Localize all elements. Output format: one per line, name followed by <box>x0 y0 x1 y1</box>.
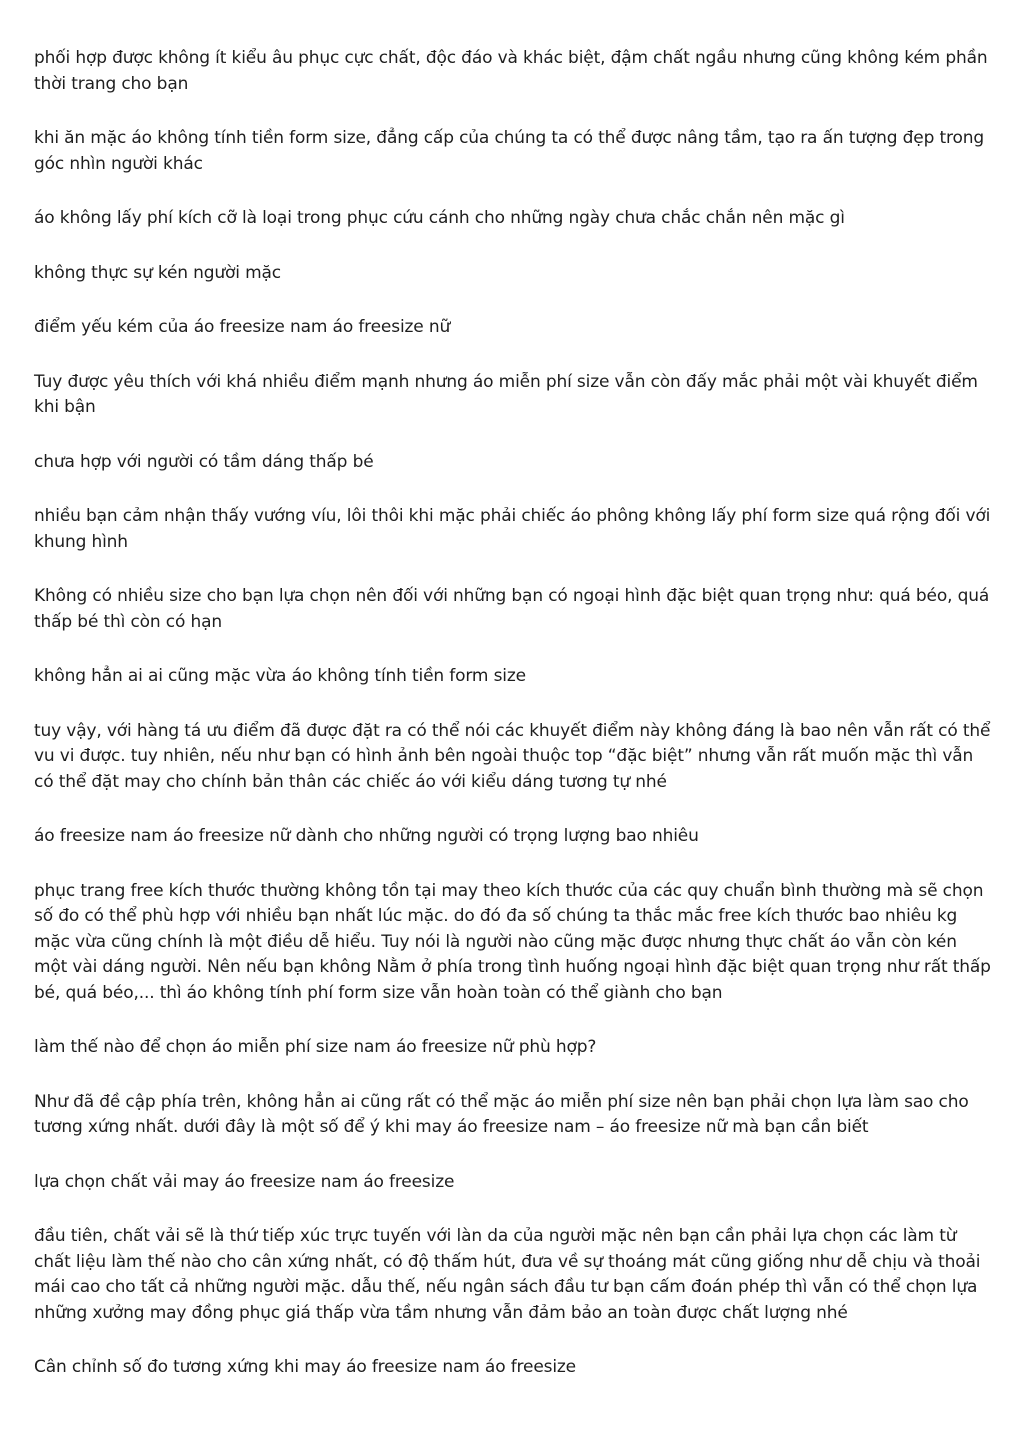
document-page <box>34 46 994 1410</box>
paragraph-3: áo không lấy phí kích cỡ là loại trong phục cứu cánh cho những ngày chưa chắc chắn nên mặc gì <box>34 208 845 228</box>
section-heading-weaknesses: điểm yếu kém của áo freesize nam áo freesize nữ <box>34 317 451 337</box>
paragraph-17: đầu tiên, chất vải sẽ là thứ tiếp xúc trực tuyến với làn da của người mặc nên bạn cần phải lựa chọn các làm từ chất liệu làm thế nào cho cân xứng nhất, có độ thấm hút, đưa về sự thoáng mát cũng giống như dễ chịu và thoải mái cao cho tất cả những người mặc. dẫu thế, nếu ngân sách đầu tư bạn cấm đoán phép thì vẫn có thể chọn lựa những xưởng may đồng phục giá thấp vừa tầm nhưng vẫn đảm bảo an toàn được chất lượng nhé <box>34 1226 981 1323</box>
paragraph-4: không thực sự kén người mặc <box>34 262 282 283</box>
paragraph-13: phục trang free kích thước thường không tồn tại may theo kích thước của các quy chuẩn bình thường mà sẽ chọn số đo có thể phù hợp với nhiều bạn nhất lúc mặc. do đó đa số chúng ta thắc mắc free kích thước bao nhiêu kg mặc vừa cũng chính là một điều dễ hiểu. Tuy nói là người nào cũng mặc được nhưng thực chất áo vẫn còn kén một vài dáng người. Nên nếu bạn không Nằm ở phía trong tình huống ngoại hình đặc biệt quan trọng như rất thấp bé, quá béo,... thì áo không tính phí form size vẫn hoàn toàn có thể giành cho bạn <box>34 880 991 1003</box>
paragraph-11: tuy vậy, với hàng tá ưu điểm đã được đặt ra có thể nói các khuyết điểm này không đáng là bao nên vẫn rất có thể vu vi được. tuy nhiên, nếu như bạn có hình ảnh bên ngoài thuộc top “đặc biệt” nhưng vẫn rất muốn mặc thì vẫn có thể đặt may cho chính bản thân các chiếc áo với kiểu dáng tương tự nhé <box>34 720 991 792</box>
section-heading-weight: áo freesize nam áo freesize nữ dành cho những người có trọng lượng bao nhiêu <box>34 826 699 846</box>
paragraph-7: chưa hợp với người có tầm dáng thấp bé <box>34 451 374 472</box>
paragraph-15: Như đã đề cập phía trên, không hẳn ai cũng rất có thể mặc áo miễn phí size nên bạn phải chọn lựa làm sao cho tương xứng nhất. dưới đây là một số để ý khi may áo freesize nam – áo freesize nữ mà bạn cần biết <box>34 1091 969 1137</box>
section-heading-measurements: Cân chỉnh số đo tương xứng khi may áo freesize nam áo freesize <box>34 1357 576 1377</box>
paragraph-8: nhiều bạn cảm nhận thấy vướng víu, lôi thôi khi mặc phải chiếc áo phông không lấy phí form size quá rộng đối với khung hình <box>34 506 991 552</box>
section-heading-how-to-choose: làm thế nào để chọn áo miễn phí size nam áo freesize nữ phù hợp? <box>34 1037 597 1057</box>
paragraph-2: khi ăn mặc áo không tính tiền form size, đẳng cấp của chúng ta có thể được nâng tầm, tạo ra ấn tượng đẹp trong góc nhìn người khác <box>34 128 984 174</box>
paragraph-1: phối hợp được không ít kiểu âu phục cực chất, độc đáo và khác biệt, đậm chất ngầu nhưng cũng không kém phần thời trang cho bạn <box>34 48 988 94</box>
paragraph-10: không hẳn ai ai cũng mặc vừa áo không tính tiền form size <box>34 666 526 686</box>
section-heading-fabric: lựa chọn chất vải may áo freesize nam áo freesize <box>34 1171 455 1192</box>
paragraph-6: Tuy được yêu thích với khá nhiều điểm mạnh nhưng áo miễn phí size vẫn còn đấy mắc phải một vài khuyết điểm khi bận <box>34 371 978 417</box>
paragraph-9: Không có nhiều size cho bạn lựa chọn nên đối với những bạn có ngoại hình đặc biệt quan trọng như: quá béo, quá thấp bé thì còn có hạn <box>34 586 990 632</box>
